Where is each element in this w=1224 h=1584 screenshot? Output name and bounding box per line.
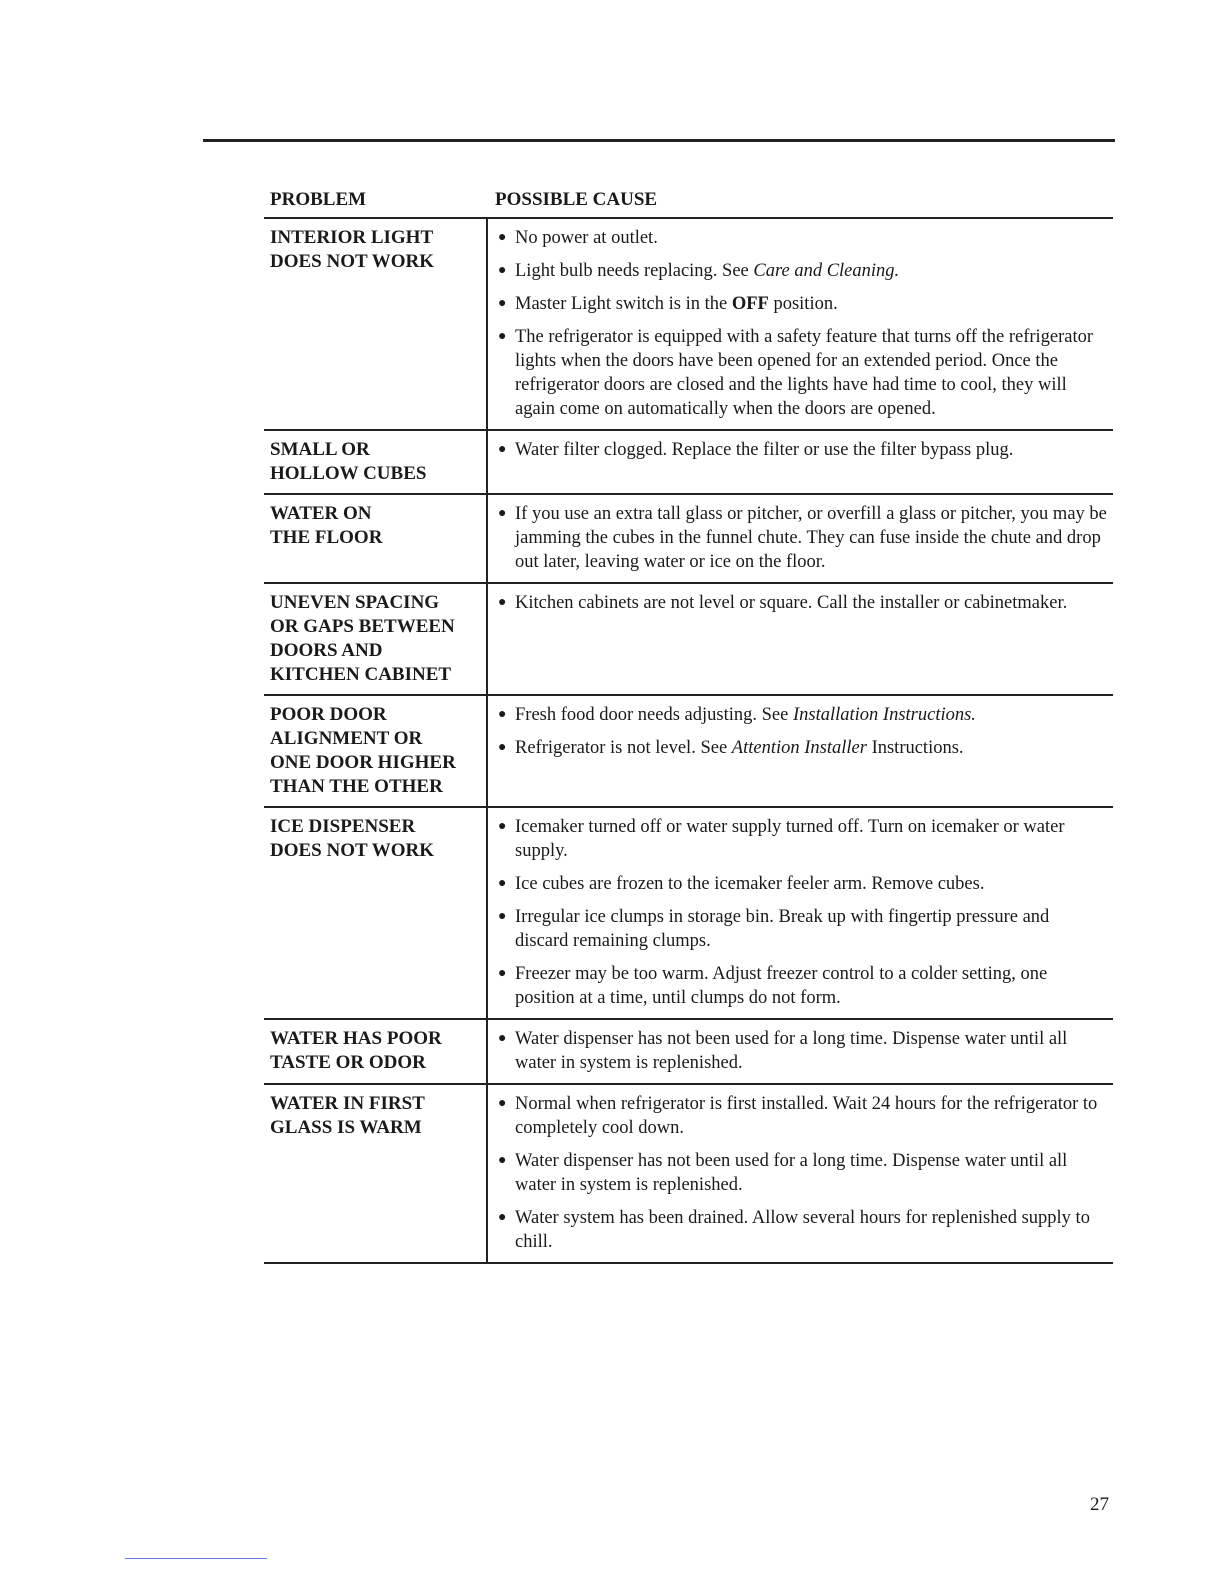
- cause-item: [498, 502, 1107, 574]
- causes-cell: [488, 584, 1113, 694]
- causes-cell: [488, 1020, 1113, 1083]
- cause-fragment: Fresh food door needs adjusting. See: [515, 705, 793, 725]
- cause-text: [515, 1092, 1107, 1140]
- cause-text: [515, 1206, 1107, 1254]
- cause-item: [498, 591, 1107, 615]
- cause-fragment: Freezer may be too warm. Adjust freezer control to a colder setting, one position at a time, until clumps do not form.: [515, 964, 1048, 1008]
- bullet-icon: ●: [498, 966, 507, 981]
- problem-line: UNEVEN SPACING: [270, 592, 440, 613]
- cause-reference: Installation Instructions.: [792, 705, 976, 725]
- cause-text: [515, 1027, 1107, 1075]
- cause-fragment: Icemaker turned off or water supply turned off. Turn on icemaker or water supply.: [515, 817, 1065, 861]
- table-row: [264, 696, 1113, 808]
- bullet-icon: ●: [498, 230, 507, 245]
- problem-cell: [264, 495, 488, 582]
- bullet-icon: ●: [498, 506, 507, 521]
- cause-fragment: Water system has been drained. Allow several hours for replenished supply to chill.: [515, 1208, 1090, 1252]
- bullet-icon: ●: [498, 819, 507, 834]
- problem-line: SMALL OR: [270, 439, 370, 460]
- table-row: [264, 1020, 1113, 1085]
- header-problem: PROBLEM: [270, 189, 367, 210]
- cause-text: [515, 872, 1107, 896]
- problem-line: WATER ON: [270, 503, 372, 524]
- causes-cell: [488, 696, 1113, 806]
- cause-item: [498, 962, 1107, 1010]
- cause-text: [515, 591, 1107, 615]
- cause-item: [498, 815, 1107, 863]
- bullet-icon: ●: [498, 296, 507, 311]
- top-rule: [203, 139, 1115, 142]
- cause-text: [515, 259, 1107, 283]
- problem-line: DOORS AND: [270, 640, 383, 661]
- bullet-icon: ●: [498, 595, 507, 610]
- problem-line: OR GAPS BETWEEN: [270, 616, 455, 637]
- bullet-icon: ●: [498, 1153, 507, 1168]
- cause-item: [498, 1149, 1107, 1197]
- cause-fragment: Instructions.: [866, 738, 964, 758]
- cause-item: [498, 905, 1107, 953]
- cause-fragment: position.: [768, 294, 838, 314]
- cause-item: [498, 1092, 1107, 1140]
- cause-fragment: Master Light switch is in the: [515, 294, 732, 314]
- cause-item: [498, 226, 1107, 250]
- causes-cell: [488, 431, 1113, 493]
- bullet-icon: ●: [498, 707, 507, 722]
- cause-text: [515, 292, 1107, 316]
- problem-line: INTERIOR LIGHT: [270, 227, 434, 248]
- causes-cell: [488, 1085, 1113, 1262]
- table-row: [264, 431, 1113, 495]
- table-row: [264, 1085, 1113, 1264]
- cause-text: [515, 962, 1107, 1010]
- problem-line: THE FLOOR: [270, 527, 383, 548]
- table-body: [264, 219, 1113, 1264]
- problem-line: TASTE OR ODOR: [270, 1052, 426, 1073]
- cause-reference: Attention Installer: [731, 738, 867, 758]
- table-row: [264, 584, 1113, 696]
- cause-text: [515, 703, 1107, 727]
- problem-line: WATER IN FIRST: [270, 1093, 425, 1114]
- table-row: [264, 495, 1113, 584]
- cause-item: [498, 1027, 1107, 1075]
- cause-fragment: Light bulb needs replacing. See: [515, 261, 754, 281]
- bullet-icon: ●: [498, 876, 507, 891]
- bullet-icon: ●: [498, 263, 507, 278]
- cause-fragment: Water dispenser has not been used for a long time. Dispense water until all water in system is replenished.: [515, 1029, 1068, 1073]
- cause-item: [498, 1206, 1107, 1254]
- cause-text: [515, 1149, 1107, 1197]
- table-row: [264, 808, 1113, 1020]
- cause-fragment: Irregular ice clumps in storage bin. Break up with fingertip pressure and discard remaining clumps.: [515, 907, 1050, 951]
- problem-cell: [264, 808, 488, 1018]
- problem-cell: [264, 584, 488, 694]
- problem-cell: [264, 696, 488, 806]
- cause-item: [498, 292, 1107, 316]
- cause-text: [515, 438, 1107, 462]
- link-underline: [125, 1558, 267, 1559]
- page-number: 27: [1090, 1494, 1109, 1515]
- problem-line: HOLLOW CUBES: [270, 463, 427, 484]
- problem-line: DOES NOT WORK: [270, 251, 435, 272]
- problem-line: GLASS IS WARM: [270, 1117, 422, 1138]
- problem-cell: [264, 1085, 488, 1262]
- cause-item: [498, 259, 1107, 283]
- bullet-icon: ●: [498, 1031, 507, 1046]
- cause-fragment: Normal when refrigerator is first installed. Wait 24 hours for the refrigerator to completely cool down.: [515, 1094, 1098, 1138]
- cause-text: [515, 736, 1107, 760]
- cause-text: [515, 502, 1107, 574]
- cause-item: [498, 703, 1107, 727]
- problem-cell: [264, 1020, 488, 1083]
- problem-line: DOES NOT WORK: [270, 840, 435, 861]
- problem-line: POOR DOOR: [270, 704, 387, 725]
- cause-fragment: The refrigerator is equipped with a safety feature that turns off the refrigerator lights when the doors have been opened for an extended period. Once the refrigerator doors are closed and the lights have had time to cool, they will again come on automatically when the doors are opened.: [515, 327, 1094, 419]
- cause-text: [515, 905, 1107, 953]
- bullet-icon: ●: [498, 1210, 507, 1225]
- cause-item: [498, 872, 1107, 896]
- causes-cell: [488, 495, 1113, 582]
- problem-cell: [264, 219, 488, 429]
- cause-text: [515, 226, 1107, 250]
- cause-text: [515, 815, 1107, 863]
- bullet-icon: ●: [498, 740, 507, 755]
- cause-emphasis: OFF: [731, 294, 769, 314]
- cause-fragment: Refrigerator is not level. See: [515, 738, 732, 758]
- bullet-icon: ●: [498, 1096, 507, 1111]
- causes-cell: [488, 808, 1113, 1018]
- table-header: [264, 188, 1113, 219]
- problem-line: ALIGNMENT OR: [270, 728, 423, 749]
- cause-item: [498, 736, 1107, 760]
- bullet-icon: ●: [498, 909, 507, 924]
- cause-reference: Care and Cleaning.: [753, 261, 900, 281]
- causes-cell: [488, 219, 1113, 429]
- cause-text: [515, 325, 1107, 421]
- problem-line: ICE DISPENSER: [270, 816, 416, 837]
- cause-fragment: No power at outlet.: [515, 228, 658, 248]
- problem-line: THAN THE OTHER: [270, 776, 443, 797]
- cause-fragment: Ice cubes are frozen to the icemaker feeler arm. Remove cubes.: [515, 874, 985, 894]
- cause-fragment: Water dispenser has not been used for a long time. Dispense water until all water in system is replenished.: [515, 1151, 1068, 1195]
- cause-item: [498, 438, 1107, 462]
- bullet-icon: ●: [498, 442, 507, 457]
- problem-line: ONE DOOR HIGHER: [270, 752, 456, 773]
- problem-line: WATER HAS POOR: [270, 1028, 442, 1049]
- cause-fragment: If you use an extra tall glass or pitcher, or overfill a glass or pitcher, you may be jamming the cubes in the funnel chute. They can fuse inside the chute and drop out later, leaving water or ice on the floor.: [515, 504, 1107, 572]
- cause-fragment: Kitchen cabinets are not level or square. Call the installer or cabinetmaker.: [515, 593, 1068, 613]
- cause-item: [498, 325, 1107, 421]
- cause-fragment: Water filter clogged. Replace the filter or use the filter bypass plug.: [515, 440, 1014, 460]
- bullet-icon: ●: [498, 329, 507, 344]
- problem-cell: [264, 431, 488, 493]
- table-row: [264, 219, 1113, 431]
- troubleshooting-table: [264, 188, 1113, 1264]
- problem-line: KITCHEN CABINET: [270, 664, 452, 685]
- header-possible-cause: POSSIBLE CAUSE: [495, 189, 658, 210]
